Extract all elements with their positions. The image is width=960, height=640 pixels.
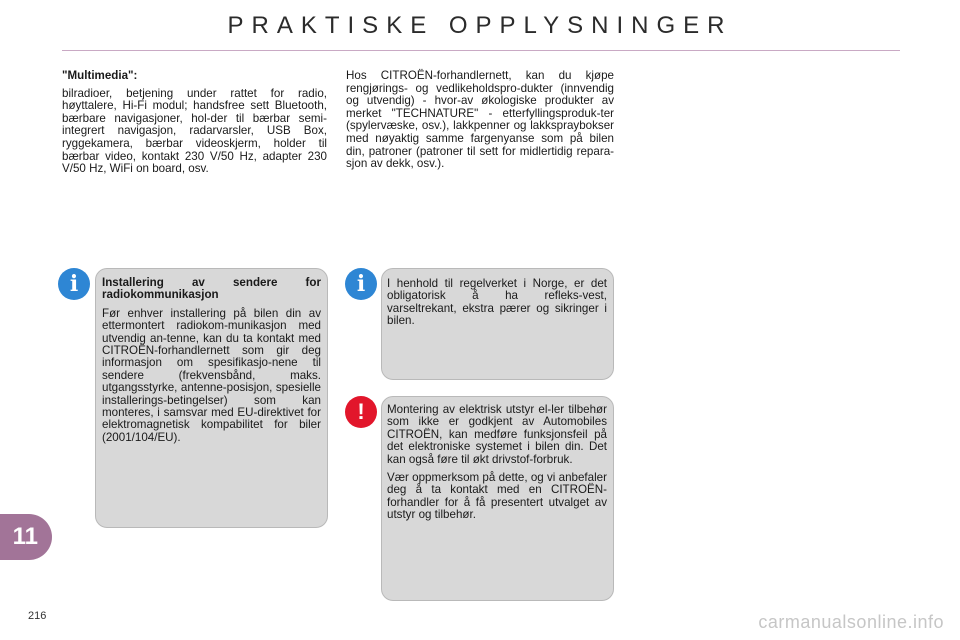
warning-content bbox=[387, 404, 607, 528]
chapter-tab bbox=[0, 514, 52, 560]
header-divider bbox=[62, 50, 900, 51]
dealer-products-body: Hos CITROËN-forhandlernett, kan du kjøpe rengjørings- og vedlikeholdspro-dukter (innvendig og utvendig) - hvor-av økologiske produkter av merket "TECHNATURE" - etterfyllingsproduk-ter (spylervæske, osv.), lakkpenner og lakkspraybokser med nøyaktig samme fargenyanse som på bilen din, patroner (patroner til sett for midlertidig repara-sjon av dekk, osv.). bbox=[346, 69, 614, 171]
transmitters-info-content bbox=[102, 277, 321, 450]
transmitters-body: Før enhver installering på bilen din av ettermontert radiokom-munikasjon med utvendig an-tenne, kan du ta kontakt med CITROËN-forhandlernett som gir deg informasjon om spesifikasjo-nene til sendere (frekvensbånd, maks. utgangsstyrke, antenne-posisjon, spesielle installerings-betingelser) som kan monteres, i samsvar med EU-direktivet for elektromagnetisk kompabilitet for biler (2001/104/EU). bbox=[102, 306, 321, 444]
transmitters-heading: Installering av sendere for radiokommunikasjon bbox=[102, 276, 321, 302]
dealer-products-section bbox=[346, 70, 614, 177]
warning-icon: ! bbox=[345, 396, 377, 428]
norway-body: I henhold til regelverket i Norge, er det obligatorisk å ha refleks-vest, varseltrekant, ekstra pærer og sikringer i bilen. bbox=[387, 277, 607, 328]
chapter-number: 11 bbox=[12, 523, 38, 550]
multimedia-body: bilradioer, betjening under rattet for radio, høyttalere, Hi-Fi modul; handsfree sett Bluetooth, bærbare navigasjoner, hol-der til bærbar semi-integrert navigasjon, radarvarsler, USB Box, ryggekamera, bærbar videoskjerm, holder til bærbar video, kontakt 230 V/50 Hz, adapter 230 V/50 Hz, WiFi on board, osv. bbox=[62, 86, 327, 176]
page-number: 216 bbox=[28, 610, 47, 622]
info-icon: i bbox=[58, 268, 90, 300]
page-title: PRAKTISKE OPPLYSNINGER bbox=[227, 12, 733, 39]
watermark: carmanualsonline.info bbox=[758, 612, 944, 632]
multimedia-section bbox=[62, 70, 327, 182]
multimedia-heading: "Multimedia": bbox=[62, 69, 138, 82]
info-icon: i bbox=[345, 268, 377, 300]
norway-info-content bbox=[387, 278, 607, 334]
warning-body-2: Vær oppmerksom på dette, og vi anbefaler deg å ta kontakt med en CITROËN-forhandler for å få presentert utvalget av utstyr og tilbehør. bbox=[387, 471, 607, 522]
warning-body-1: Montering av elektrisk utstyr el-ler tilbehør som ikke er godkjent av Automobiles CITROËN, kan medføre funksjonsfeil på det elektroniske systemet i bilen din. Det kan også føre til økt drivstof-forbruk. bbox=[387, 403, 607, 466]
